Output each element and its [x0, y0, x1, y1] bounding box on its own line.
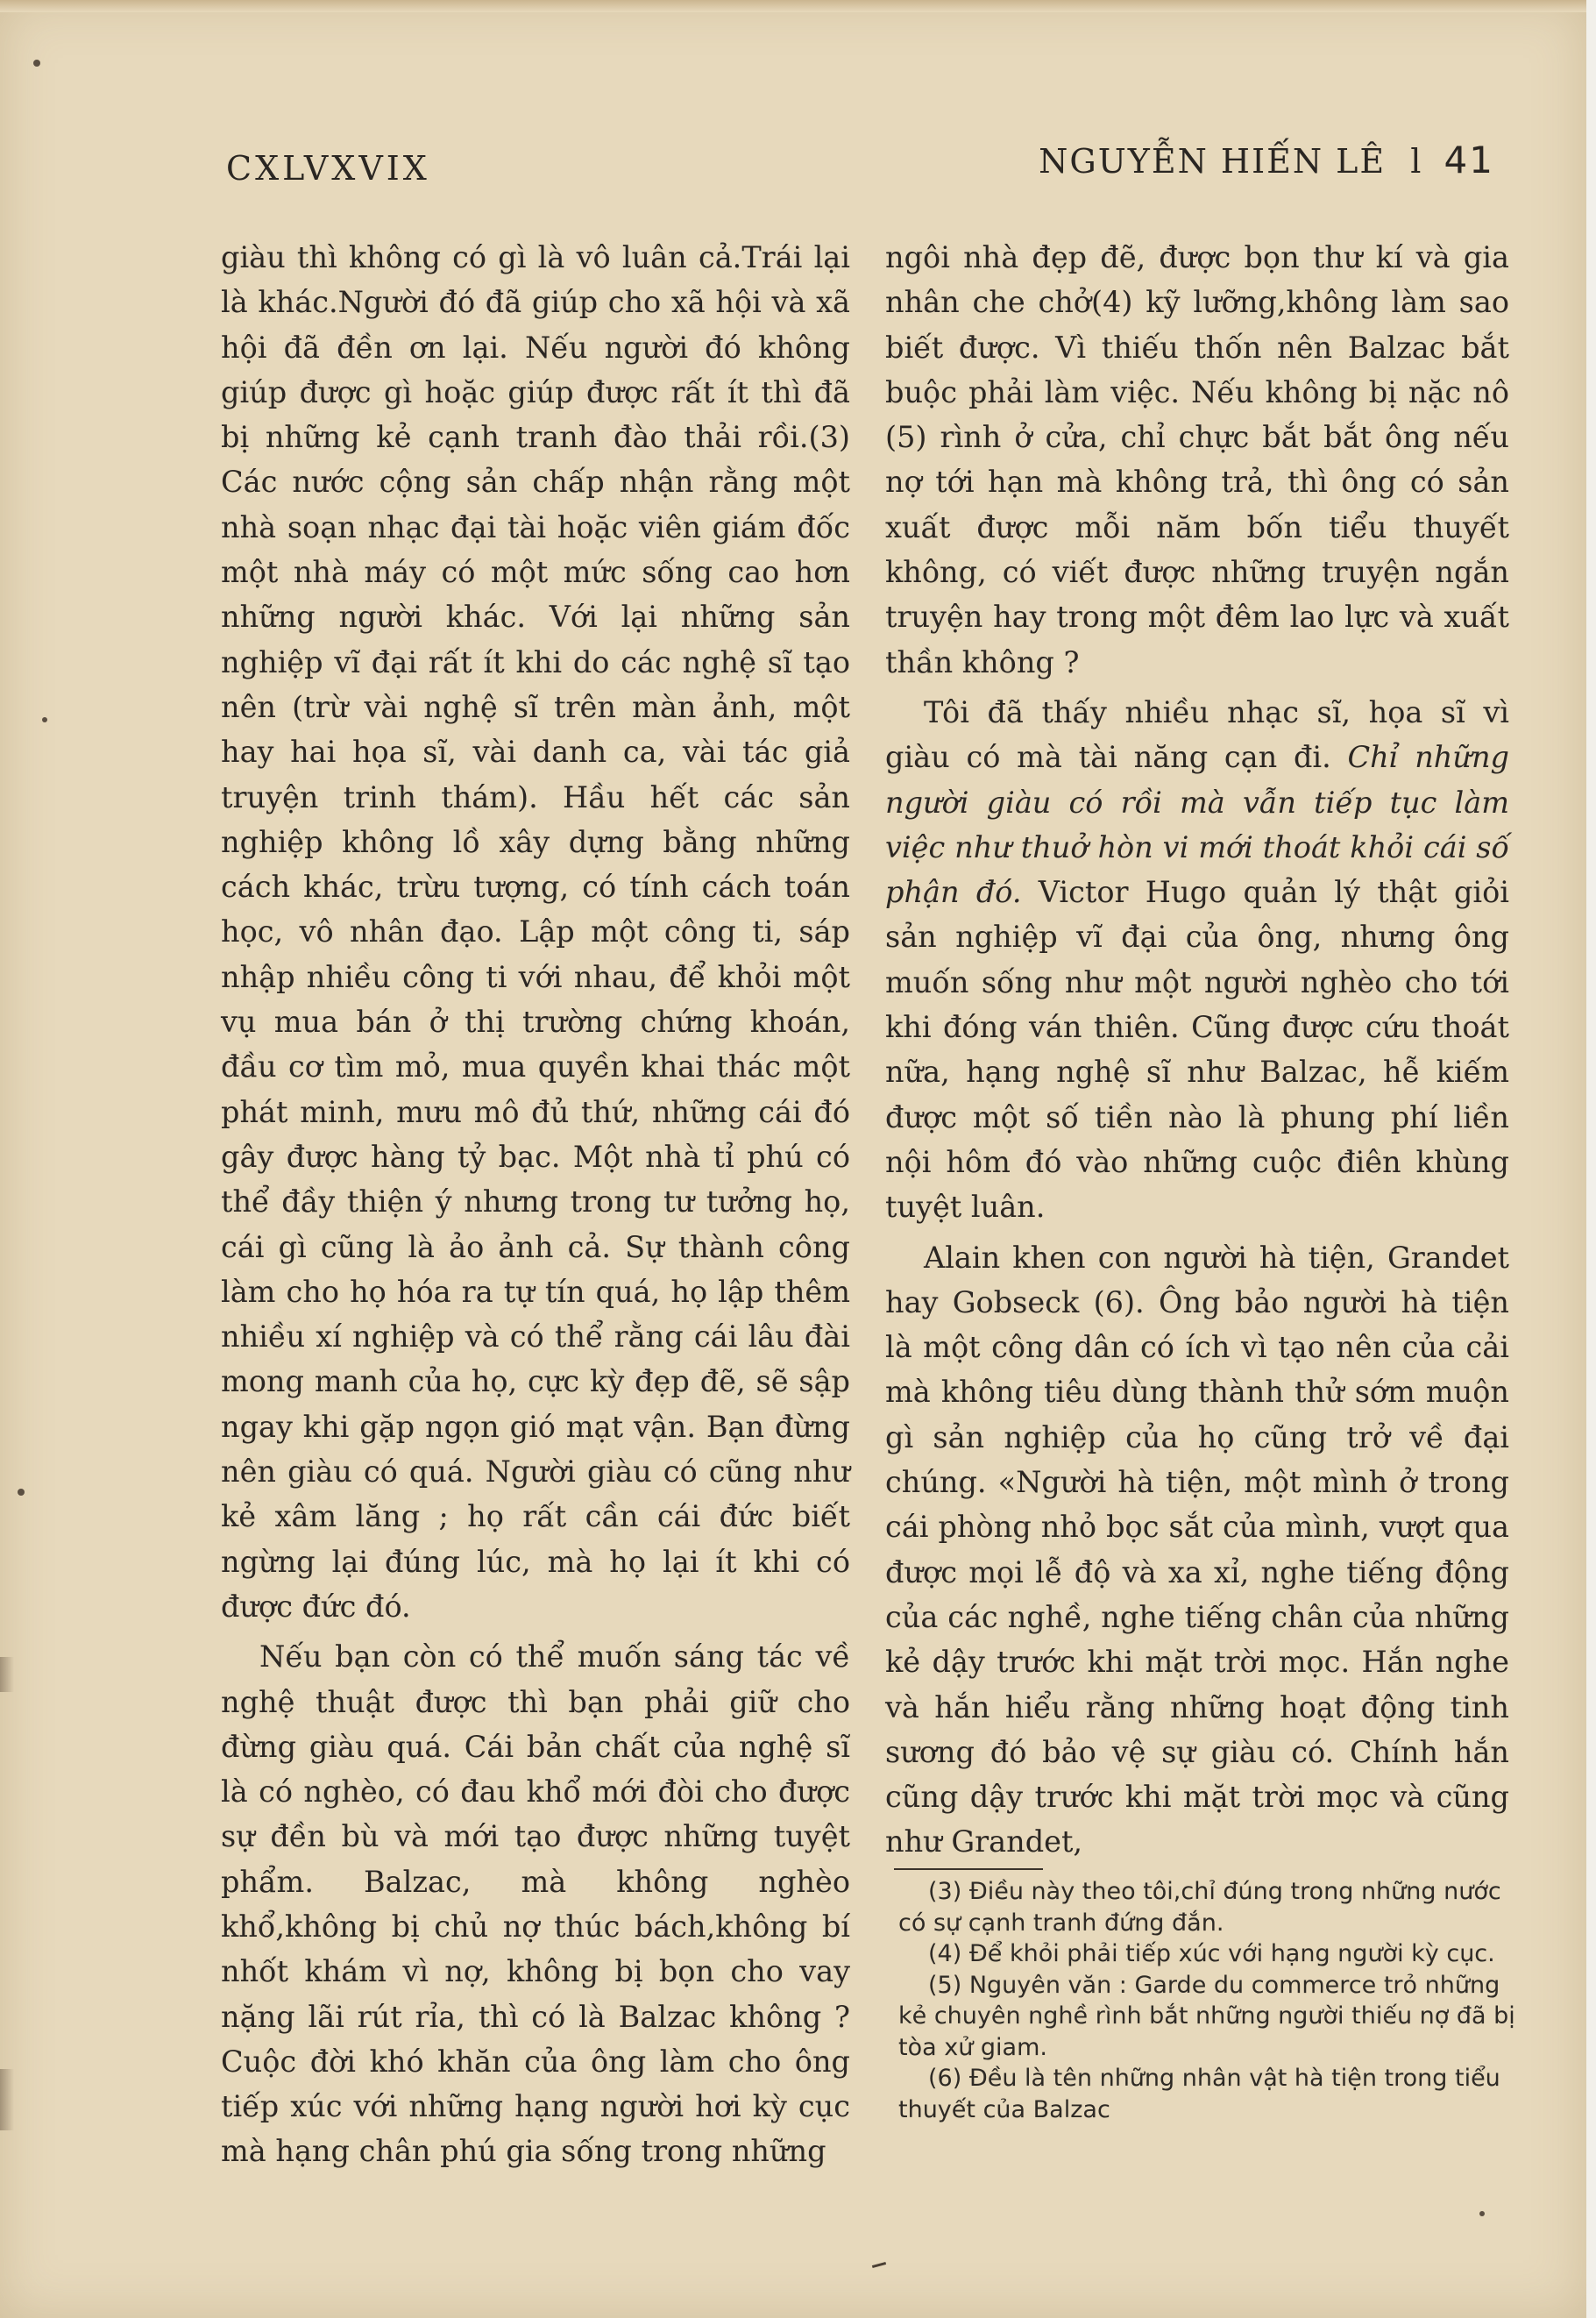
footnote-3: (3) Điều này theo tôi,chỉ đúng trong những nước có sự cạnh tranh đứng đắn. [898, 1878, 1501, 1937]
binding-shadow [0, 2069, 14, 2130]
ink-speck [1479, 2211, 1485, 2216]
right-paragraph-2 [885, 690, 1509, 1230]
footnote-5: (5) Nguyên văn : Garde du commerce trỏ những kẻ chuyên nghề rình bắt những người thiếu nợ đã bị tòa xử giam. [898, 1971, 1515, 2061]
binding-shadow [0, 1657, 14, 1692]
running-header-right [1039, 139, 1494, 181]
ink-speck [18, 1489, 25, 1496]
right-paragraph-3: Alain khen con người hà tiện, Grandet hay Gobseck (6). Ông bảo người hà tiện là một công dân có ích vì tạo nên của cải mà không tiêu dùng thành thử sớm muộn gì sản nghiệp của họ cũng trở về đại chúng. «Người hà tiện, một mình ở trong cái phòng nhỏ bọc sắt của mình, vượt qua được mọi lễ độ và xa xỉ, nghe tiếng động của các nghề, nghe tiếng chân của những kẻ dậy trước khi mặt trời mọc. Hắn nghe và hắn hiểu rằng những hoạt động tinh sương đó bảo vệ sự giàu có. Chính hắn cũng dậy trước khi mặt trời mọc và cũng như Grandet, [885, 1240, 1509, 1859]
footnote-4: (4) Để khỏi phải tiếp xúc với hạng người kỳ cục. [928, 1940, 1495, 1967]
running-header-left: CXLVXVIX [226, 149, 430, 188]
page-number: 41 [1443, 139, 1494, 181]
right-paragraph-1: ngôi nhà đẹp đẽ, được bọn thư kí và gia nhân che chở(4) kỹ lưỡng,không làm sao biết được. Vì thiếu thốn nên Balzac bắt buộc phải làm việc. Nếu không bị nặc nô (5) rình ở cửa, chỉ chực bắt bắt ông nếu nợ tới hạn mà không trả, thì ông có sản xuất được mỗi năm bốn tiểu thuyết không, có viết được những truyện ngắn truyện hay trong một đêm lao lực và xuất thần không ? [885, 240, 1509, 679]
page-top-edge [0, 0, 1586, 12]
ink-speck [42, 717, 47, 722]
footnote-rule [894, 1868, 1043, 1870]
right-paragraph-2-italic: Chỉ những người giàu có rồi mà vẫn tiếp tục làm việc như thuở hòn vi mới thoát khỏi cái số phận đó. [885, 740, 1509, 910]
left-paragraph-1: giàu thì không có gì là vô luân cả.Trái lại là khác.Người đó đã giúp cho xã hội và xã hội đã đền ơn lại. Nếu người đó không giúp được gì hoặc giúp được rất ít thì đã bị những kẻ cạnh tranh đào thải rồi.(3) Các nước cộng sản chấp nhận rằng một nhà soạn nhạc đại tài hoặc viên giám đốc một nhà máy có một mức sống cao hơn những người khác. Với lại những sản nghiệp vĩ đại rất ít khi do các nghệ sĩ tạo nên (trừ vài nghệ sĩ trên màn ảnh, một hay hai họa sĩ, vài danh ca, vài tác giả truyện trinh thám). Hầu hết các sản nghiệp không lồ xây dựng bằng những cách khác, trừu tượng, có tính cách toán học, vô nhân đạo. Lập một công ti, sáp nhập nhiều công ti với nhau, để khỏi một vụ mua bán ở thị trường chứng khoán, đầu cơ tìm mỏ, mua quyền khai thác một phát minh, mưu mô đủ thứ, những cái đó gây được hàng tỷ bạc. Một nhà tỉ phú có thể đầy thiện ý nhưng trong tư tưởng họ, cái gì cũng là ảo ảnh cả. Sự thành công làm cho họ hóa ra tự tín quá, họ lập thêm nhiều xí nghiệp và có thể rằng cái lâu đài mong manh của họ, cực kỳ đẹp đẽ, sẽ sập ngay khi gặp ngọn gió mạt vận. Bạn đừng nên giàu có quá. Người giàu có cũng như kẻ xâm lăng ; họ rất cần cái đức biết ngừng lại đúng lúc, mà họ lại ít khi có được đức đó. [221, 240, 850, 1624]
left-paragraph-2: Nếu bạn còn có thể muốn sáng tác về nghệ thuật được thì bạn phải giữ cho đừng giàu quá. Cái bản chất của nghệ sĩ là có nghèo, có đau khổ mới đòi cho được sự đền bù và mới tạo được những tuyệt phẩm. Balzac, mà không nghèo khổ,không bị chủ nợ thúc bách,không bí nhốt khám vì nợ, không bị bọn cho vay nặng lãi rút rỉa, thì có là Balzac không ? Cuộc đời khó khăn của ông làm cho ông tiếp xúc với những hạng người hơi kỳ cục mà hạng chân phú gia sống trong những [221, 1639, 850, 2169]
left-column [221, 235, 850, 2174]
right-paragraph-2-end: Victor Hugo quản lý thật giỏi sản nghiệp vĩ đại của ông, nhưng ông muốn sống như một người nghèo cho tới khi đóng ván thiên. Cũng được cứu thoát nữa, hạng nghệ sĩ như Balzac, hễ kiếm được một số tiền nào là phung phí liền nội hôm đó vào những cuộc điên khùng tuyệt luân. [885, 875, 1509, 1225]
author-name: NGUYỄN HIẾN LÊ [1039, 142, 1387, 181]
right-paragraph-2-start: Tôi đã thấy nhiều nhạc sĩ, họa sĩ vì giàu có mà tài năng cạn đi. [885, 694, 1509, 775]
header-separator: l [1410, 142, 1423, 181]
footnote-6: (6) Đều là tên những nhân vật hà tiện trong tiểu thuyết của Balzac [898, 2065, 1500, 2123]
footnotes [898, 1876, 1521, 2125]
right-column [885, 235, 1509, 1865]
ink-speck [33, 60, 40, 67]
ink-mark [872, 2262, 886, 2268]
